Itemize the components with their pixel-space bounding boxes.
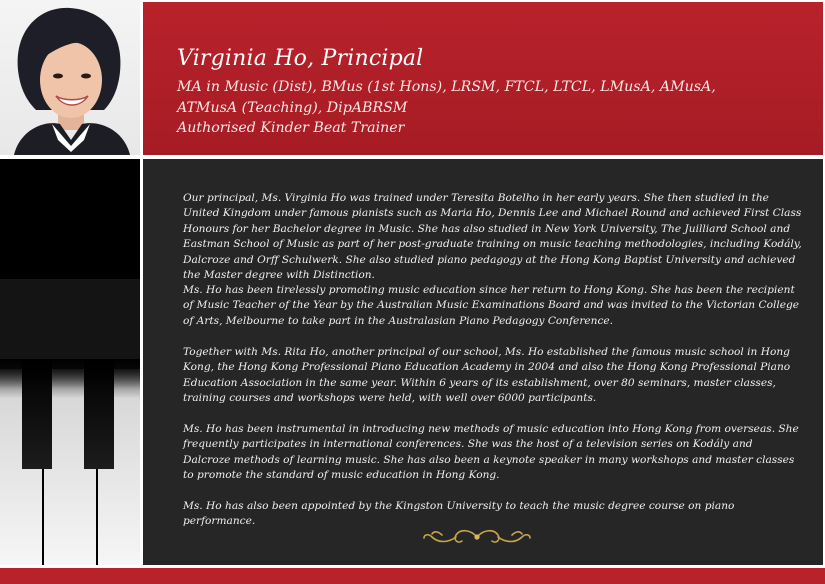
profile-header-banner <box>143 2 823 155</box>
biography-paragraph-education: Our principal, Ms. Virginia Ho was trained under Teresita Botelho in her early years. She then studied in the United Kingdom under famous pianists such as Maria Ho, Dennis Lee and Michael Round and achieved First Class Honours for her Bachelor degree in Music. She has also studied in New York University, The Juilliard School and Eastman School of Music as part of her post-graduate training on music teaching methodologies, including Kodály, Dalcroze and Orff Schulwerk. She also studied piano pedagogy at the Hong Kong Baptist University and achieved the Master degree with Distinction. <box>183 192 802 282</box>
biography-paragraph-kingston: Ms. Ho has also been appointed by the Kingston University to teach the music degree course on piano performance. <box>183 500 735 528</box>
biography-paragraph-methods: Ms. Ho has been instrumental in introducing new methods of music education into Hong Kong from overseas. She frequently participates in international conferences. She was the host of a television series on Kodály and Dalcroze methods of learning music. She has also been a keynote speaker in many workshops and master classes to promote the standard of music education in Hong Kong. <box>183 423 799 482</box>
principal-qualifications <box>177 77 777 139</box>
trainer-program-name: Kinder Beat <box>260 120 347 136</box>
bottom-red-band <box>0 568 825 584</box>
principal-portrait-photo <box>0 0 140 155</box>
qualifications-list: MA in Music (Dist), BMus (1st Hons), LRSM, FTCL, LTCL, LMusA, AMusA, ATMusA (Teaching), DipABRSM <box>177 79 716 116</box>
principal-name-title: Virginia Ho, Principal <box>177 46 424 71</box>
trainer-prefix: Authorised <box>177 120 256 136</box>
biography-panel <box>143 159 823 565</box>
piano-keys-photo <box>0 159 140 565</box>
portrait-illustration <box>0 0 140 155</box>
trainer-suffix: Trainer <box>350 120 405 136</box>
piano-keys-illustration <box>0 159 140 565</box>
gold-flourish-ornament <box>422 525 532 549</box>
biography-paragraph-academy: Together with Ms. Rita Ho, another principal of our school, Ms. Ho established the famous music school in Hong Kong, the Hong Kong Professional Piano Education Academy in 2004 and also the Hong Kong Professional Piano Education Association in the same year. Within 6 years of its establishment, over 80 seminars, master classes, training courses and workshops were held, with well over 6000 participants. <box>183 346 791 405</box>
biography-paragraph-promotion: Ms. Ho has been tirelessly promoting music education since her return to Hong Kong. She has been the recipient of Music Teacher of the Year by the Australian Music Examinations Board and was invited to the Victorian College of Arts, Melbourne to take part in the Australasian Piano Pedagogy Conference. <box>183 284 800 327</box>
